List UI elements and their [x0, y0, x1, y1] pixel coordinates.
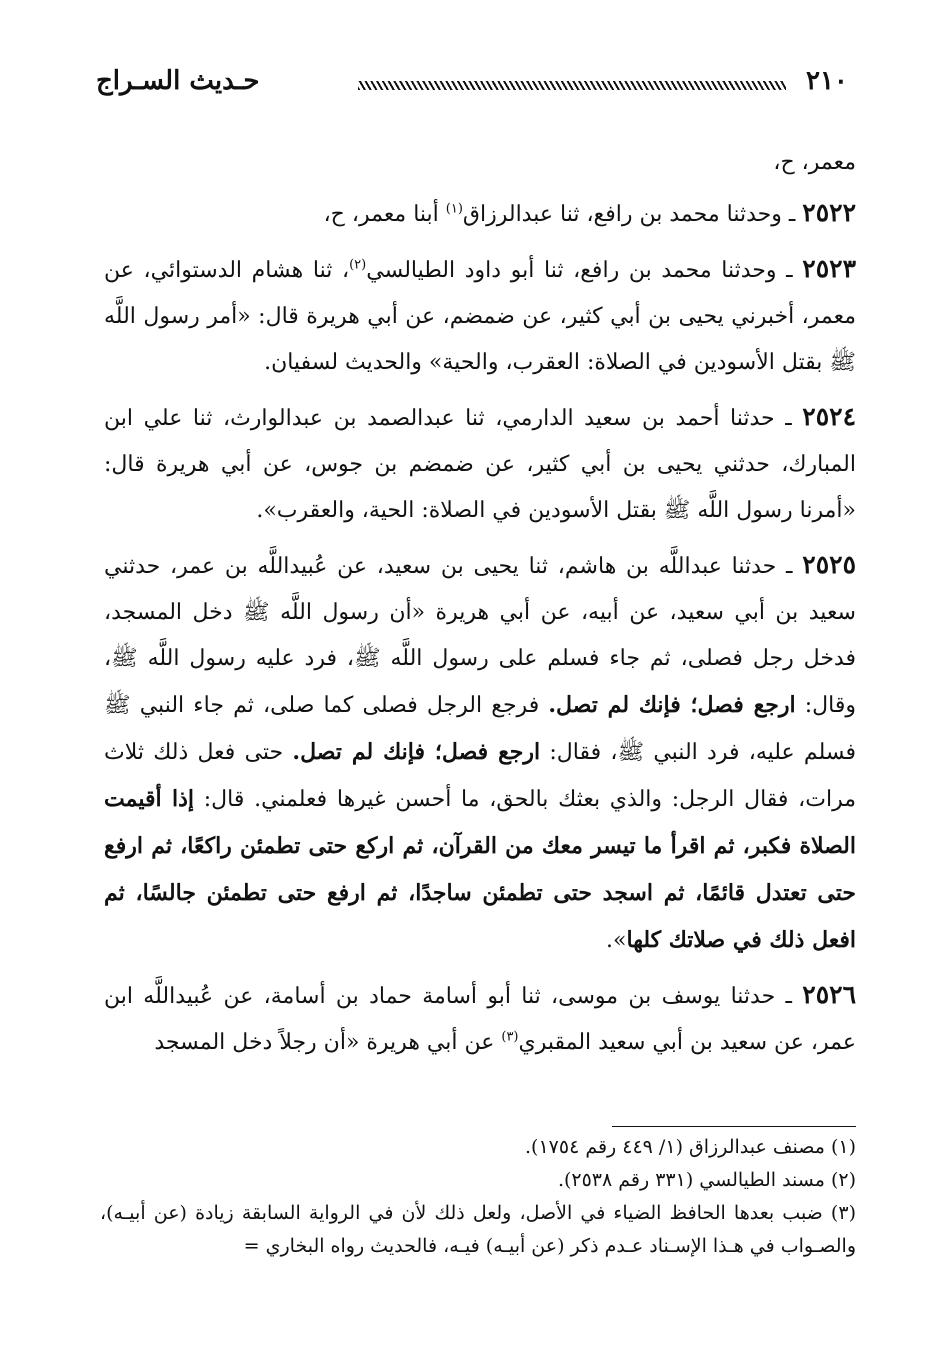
header-ornament	[358, 81, 786, 90]
bold-text: ارجع فصل؛ فإنك لم تصل.	[292, 739, 541, 765]
footnote: (٢) مسند الطيالسي (٣٣١ رقم ٢٥٣٨).	[557, 1169, 856, 1191]
paragraph-text: ـ وحدثنا محمد بن رافع، ثنا أبو داود الطيالسي	[366, 258, 803, 283]
paragraph-text: معمر، ح،	[773, 150, 856, 175]
hadith-number: ٢٥٢٦	[802, 980, 856, 1009]
footnote: (٣) ضبب بعدها الحافظ الضياء في الأصل، ولعل ذلك لأن في الرواية السابقة زيادة (عن أبيـه)، والصـواب في هـذا الإسـناد عـدم ذكر (عن أبيـه) فيـه، فالحديث رواه البخاري =	[100, 1202, 856, 1257]
paragraph	[104, 140, 856, 186]
paragraph-text: ـ حدثنا أحمد بن سعيد الدارمي، ثنا عبدالصمد بن عبدالوارث، ثنا علي ابن المبارك، حدثني يحيى بن أبي كثير، عن ضمضم بن جوس، عن أبي هريرة قال: «أمرنا رسول اللَّه ﷺ بقتل الأسودين في الصلاة: الحية، والعقرب».	[104, 406, 856, 523]
hadith-2522	[104, 190, 856, 238]
hadith-number: ٢٥٢٥	[802, 550, 856, 579]
hadith-2524	[104, 394, 856, 534]
hadith-number: ٢٥٢٢	[802, 198, 856, 227]
page-header	[96, 66, 856, 106]
hadith-2523	[104, 246, 856, 386]
paragraph-text: ـ حدثنا يوسف بن موسى، ثنا أبو أسامة حماد بن أسامة، عن عُبيداللَّه ابن عمر، عن سعيد بن أبي سعيد المقبري	[104, 984, 856, 1055]
footnote-divider	[612, 1126, 856, 1127]
hadith-2526	[104, 972, 856, 1066]
footnote-marker: (١)	[445, 201, 463, 217]
paragraph-text: فرجع الرجل فصلى كما صلى، ثم جاء النبي ﷺ فسلم عليه، فرد النبي ﷺ، فقال:	[104, 693, 856, 765]
paragraph-text: ».	[606, 928, 627, 953]
running-title: حـديث السـراج	[96, 66, 260, 96]
paragraph-text: أبنا معمر، ح،	[323, 202, 446, 227]
paragraph-text: ، ثنا هشام الدستوائي، عن معمر، أخبرني يحيى بن أبي كثير، عن ضمضم، عن أبي هريرة قال: «أمر رسول اللَّه ﷺ بقتل الأسودين في الصلاة: العقرب، والحية» والحديث لسفيان.	[104, 258, 856, 375]
page-number: ٢١٠	[806, 66, 848, 96]
bold-text: ارجع فصل؛ فإنك لم تصل.	[548, 692, 796, 718]
footnote: (١) مصنف عبدالرزاق (١/ ٤٤٩ رقم ١٧٥٤).	[525, 1136, 856, 1158]
paragraph-text: ـ وحدثنا محمد بن رافع، ثنا عبدالرزاق	[462, 202, 803, 227]
hadith-number: ٢٥٢٣	[802, 254, 856, 283]
hadith-number: ٢٥٢٤	[802, 402, 856, 431]
bold-text: إذا أقيمت الصلاة فكبر، ثم اقرأ ما تيسر معك من القرآن، ثم اركع حتى تطمئن راكعًا، ثم ارفع حتى تعتدل قائمًا، ثم اسجد حتى تطمئن ساجدًا، ثم ارفع حتى تطمئن جالسًا، ثم افعل ذلك في صلاتك كلها	[104, 786, 856, 953]
hadith-2525	[104, 542, 856, 964]
main-text	[104, 140, 856, 1074]
footnote-marker: (٣)	[501, 1029, 519, 1045]
footnote-marker: (٢)	[349, 257, 367, 273]
paragraph-text: عن أبي هريرة «أن رجلاً دخل المسجد	[154, 1030, 502, 1055]
paragraph-text: ـ حدثنا عبداللَّه بن هاشم، ثنا يحيى بن سعيد، عن عُبيداللَّه بن عمر، حدثني سعيد بن أبي سعيد، عن أبيه، عن أبي هريرة «أن رسول اللَّه ﷺ دخل المسجد، فدخل رجل فصلى، ثم جاء فسلم على رسول اللَّه ﷺ، فرد عليه رسول اللَّه ﷺ، وقال:	[104, 554, 857, 718]
paragraph-text: حتى فعل ذلك ثلاث مرات، فقال الرجل: والذي بعثك بالحق، ما أحسن غيرها فعلمني. قال:	[104, 740, 856, 812]
footnotes	[100, 1131, 856, 1263]
